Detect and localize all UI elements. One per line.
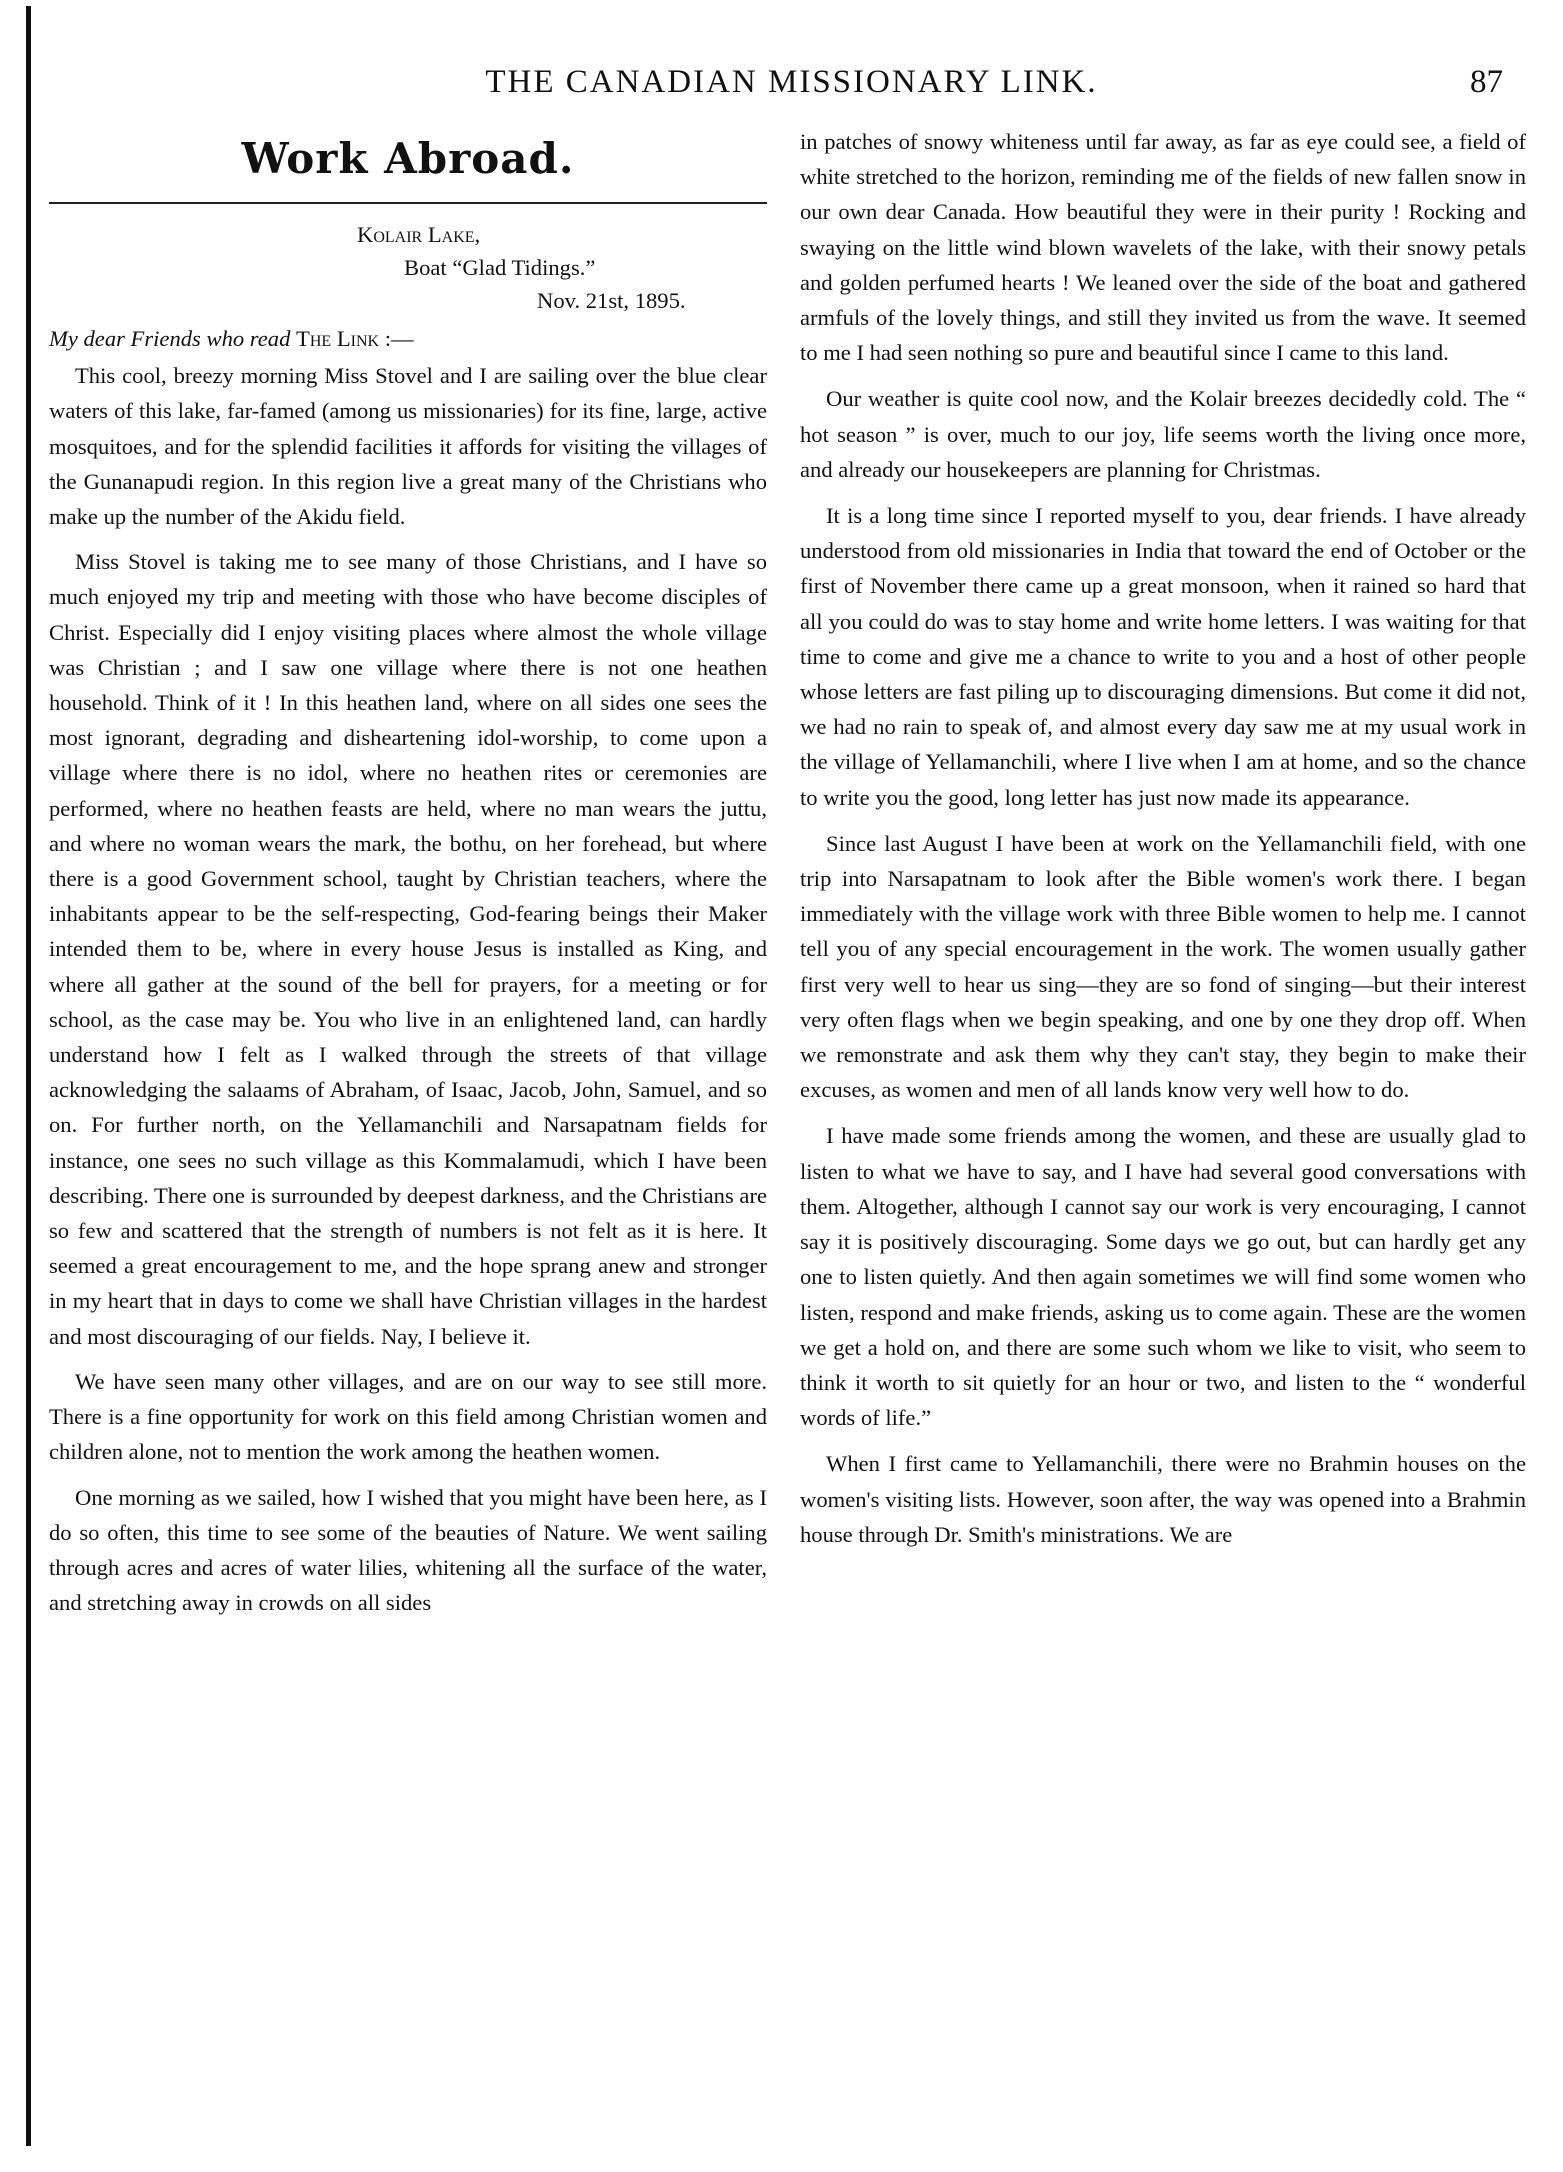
paragraph-5: Our weather is quite cool now, and the Kolair breezes decidedly cold. The “ hot season ” is over, much to our joy, life seems worth the living once more, and already our housekeepers are planning for Christmas.: [800, 386, 1526, 482]
salutation-text: My dear Friends who read: [49, 326, 291, 351]
paragraph-1: This cool, breezy morning Miss Stovel and I are sailing over the blue clear waters of this lake, far-famed (among us missionaries) for its fine, large, active mosquitoes, and for the splendid facilities it affords for visiting the villages of the Gunanapudi region. In this region live a great many of the Christians who make up the number of the Akidu field.: [49, 363, 767, 530]
left-column: [49, 128, 767, 1630]
paragraph-8: I have made some friends among the women, and these are usually glad to listen to what we have to say, and I have had several good conversations with them. Altogether, although I cannot say our work is very encouraging, I cannot say it is positively discouraging. Some days we go out, but can hardly get any one to listen quietly. And then again sometimes we will find some women who listen, respond and make friends, asking us to come again. These are the women we get a hold on, and there are some such whom we like to visit, who seem to think it worth to sit quietly for an hour or two, and listen to the “ wonderful words of life.”: [800, 1123, 1526, 1431]
paragraph-9: When I first came to Yellamanchili, there were no Brahmin houses on the women's visiting lists. However, soon after, the way was opened into a Brahmin house through Dr. Smith's ministrations. We are: [800, 1451, 1526, 1547]
paragraph-3: We have seen many other villages, and are on our way to see still more. There is a fine opportunity for work on this field among Christian women and children alone, not to mention the work among the heathen women.: [49, 1368, 767, 1465]
page-header: [60, 64, 1523, 112]
page-number: 87: [1470, 64, 1503, 100]
paragraph-2: Miss Stovel is taking me to see many of those Christians, and I have so much enjoyed my trip and meeting with those who have become disciples of Christ. Especially did I enjoy visiting places where almost the whole village was Christian ; and I saw one village where there is not one heathen household. Think of it ! In this heathen land, where on all sides one sees the most ignorant, degrading and disheartening idol-worship, to come upon a village where there is no idol, where no heathen rites or ceremonies are performed, where no heathen feasts are held, where no man wears the juttu, and where no woman wears the mark, the bothu, on her forehead, but where there is a good Government school, taught by Christian teachers, where the inhabitants appear to be the self-respecting, God-fearing beings their Maker intended them to be, where in every house Jesus is installed as King, and where all gather at the sound of the bell for prayers, for a meeting or for school, as the case may be. You who live in an enlightened land, can hardly understand how I felt as I walked through the streets of that village acknowledging the salaams of Abraham, of Isaac, Jacob, John, Samuel, and so on. For further north, on the Yellamanchili and Narsapatnam fields for instance, one sees no such village as this Kommalamudi, which I have been describing. There one is surrounded by deepest darkness, and the Christians are so few and scattered that the strength of numbers is not felt as it is here. It seemed a great encouragement to me, and the hope sprang anew and stronger in my heart that in days to come we shall have Christian villages in the hardest and most discouraging of our fields. Nay, I believe it.: [49, 549, 767, 1349]
section-title: Work Abroad.: [241, 134, 575, 183]
paragraph-4-start: One morning as we sailed, how I wished that you might have been here, as I do so often, this time to see some of the beauties of Nature. We went sailing through acres and acres of water lilies, whitening all the surface of the water, and stretching away in crowds on all sides: [49, 1484, 767, 1616]
running-head: THE CANADIAN MISSIONARY LINK.: [485, 64, 1098, 100]
page-edge-rule: [26, 6, 31, 2146]
right-column: [800, 124, 1526, 1563]
salutation: [49, 321, 767, 356]
paragraph-6: It is a long time since I reported myself to you, dear friends. I have already understood from old missionaries in India that toward the end of October or the first of November there came up a great monsoon, when it rained so hard that all you could do was to stay home and write home letters. I was waiting for that time to come and give me a chance to write to you and a host of other people whose letters are fast piling up to discouraging dimensions. But come it did not, we had no rain to speak of, and almost every day saw me at my usual work in the village of Yellamanchili, where I live when I am at home, and so the chance to write you the good, long letter has just now made its appearance.: [800, 503, 1526, 810]
salutation-link: The Link: [296, 326, 380, 351]
salutation-tail: :—: [379, 326, 414, 351]
dateline-place: Kolair Lake,: [357, 222, 481, 247]
dateline-date: Nov. 21st, 1895.: [537, 288, 686, 313]
paragraph-4-continued: in patches of snowy whiteness until far away, as far as eye could see, a field of white stretched to the horizon, reminding me of the fields of new fallen snow in our own dear Canada. How beautiful they were in their purity ! Rocking and swaying on the little wind blown wavelets of the lake, with their snowy petals and golden perfumed hearts ! We leaned over the side of the boat and gathered armfuls of the lovely things, and still they invited us from the wave. It seemed to me I had seen nothing so pure and beautiful since I came to this land.: [800, 129, 1526, 366]
paragraph-7: Since last August I have been at work on the Yellamanchili field, with one trip into Narsapatnam to look after the Bible women's work there. I began immediately with the village work with three Bible women to help me. I cannot tell you of any special encouragement in the work. The women usually gather first very well to hear us sing—they are so fond of singing—but their interest very often flags when we begin speaking, and one by one they drop off. When we remonstrate and ask them why they can't stay, they begin to make their excuses, as women and men of all lands know very well how to do.: [800, 830, 1526, 1103]
title-rule: [49, 202, 767, 204]
dateline-boat: Boat “Glad Tidings.”: [404, 255, 596, 280]
